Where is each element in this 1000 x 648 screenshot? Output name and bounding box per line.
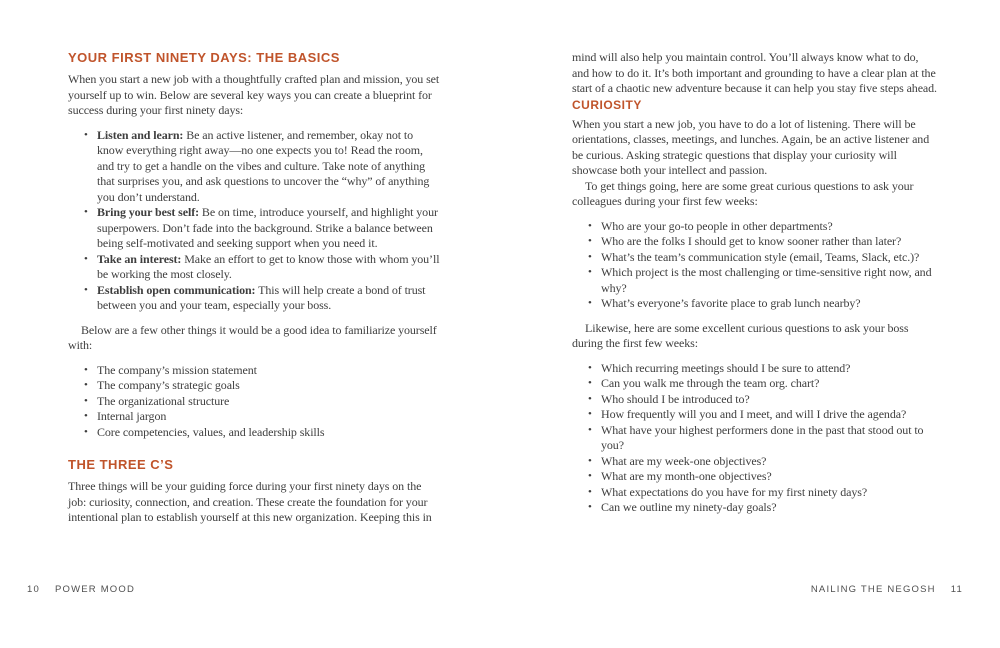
paragraph-colleagues-intro: To get things going, here are some great curious questions to ask your colleagues during your first few weeks: <box>572 178 914 208</box>
list-item <box>84 283 440 314</box>
list-item: • What are my week-one objectives? <box>588 454 938 470</box>
paragraph-continuation: mind will also help you maintain control. You’ll always know what to do, and how to do it. It’s both important and grounding to have a clear plan at the start of a chaotic new adventure because it can help you stay five steps ahead. <box>572 50 937 95</box>
left-page <box>68 50 440 526</box>
bullet-text: This will help create a bond of trust between you and your team, especially your boss. <box>97 282 426 312</box>
list-item: • Can you walk me through the team org. chart? <box>588 376 938 392</box>
section-heading-first-ninety-days: YOUR FIRST NINETY DAYS: THE BASICS <box>68 50 340 65</box>
bullet-text: Be an active listener, and remember, okay not to know everything right away—no one expects you to! Read the room, and try to get a handle on the vibes and culture. Take note of anything that surprises you, and ask questions to uncover the “why” of anything you don’t understand. <box>97 127 430 204</box>
page-number-left: 10 <box>27 584 40 595</box>
list-item <box>84 252 440 283</box>
footer-right <box>811 584 963 595</box>
list-item <box>84 128 440 206</box>
boss-questions-list <box>572 361 938 516</box>
list-item: • Internal jargon <box>84 409 440 425</box>
paragraph-three-cs: Three things will be your guiding force during your first ninety days on the job: curiosity, connection, and creation. These create the foundation for your intentional plan to establish yourself at this new organization. Keeping this in <box>68 479 432 524</box>
list-item: • What have your highest performers done in the past that stood out to you? <box>588 423 938 454</box>
basics-bullet-list <box>68 128 440 314</box>
list-item: • What are my month-one objectives? <box>588 469 938 485</box>
section-heading-three-cs: THE THREE C’S <box>68 457 174 472</box>
list-item: • Who are your go-to people in other departments? <box>588 219 938 235</box>
colleague-questions-list <box>572 219 938 312</box>
list-item: • Can we outline my ninety-day goals? <box>588 500 938 516</box>
list-item: • Which project is the most challenging or time-sensitive right now, and why? <box>588 265 938 296</box>
bullet-text: Make an effort to get to know those with whom you’ll be working the most closely. <box>97 251 440 281</box>
bullet-label: Bring your best self: <box>97 205 200 219</box>
list-item: • How frequently will you and I meet, and will I drive the agenda? <box>588 407 938 423</box>
running-head-right: NAILING THE NEGOSH <box>810 584 936 595</box>
bullet-text: Be on time, introduce yourself, and highlight your superpowers. Don’t fade into the background. Strike a balance between being self-motivated and seeking support when you need it. <box>97 205 438 250</box>
section-heading-curiosity: CURIOSITY <box>572 97 642 112</box>
list-item <box>84 205 440 252</box>
running-head-left: POWER MOOD <box>54 584 136 595</box>
right-page <box>572 50 938 516</box>
paragraph-curiosity: When you start a new job, you have to do a lot of listening. There will be orientations, classes, meetings, and lunches. Again, be an active listener and be curious. Asking strategic questions that display your curiosity will showcase both your intellect and passion. <box>572 116 930 177</box>
bullet-label: Take an interest: <box>97 251 182 266</box>
familiarize-bullet-list <box>68 363 440 441</box>
bullet-label: Establish open communication: <box>97 282 256 297</box>
bullet-label: Listen and learn: <box>97 127 184 142</box>
paragraph-familiarize-intro: Below are a few other things it would be a good idea to familiarize yourself with: <box>68 322 437 352</box>
list-item: • The company’s strategic goals <box>84 378 440 394</box>
page-number-right: 11 <box>950 584 963 595</box>
list-item: • Which recurring meetings should I be sure to attend? <box>588 361 938 377</box>
paragraph-intro: When you start a new job with a thoughtfully crafted plan and mission, you set yourself up to win. Below are several key ways you can create a blueprint for success during your first ninety days: <box>68 72 440 117</box>
list-item: • The company’s mission statement <box>84 363 440 379</box>
paragraph-boss-intro: Likewise, here are some excellent curious questions to ask your boss during the first few weeks: <box>572 320 909 350</box>
list-item: • Who are the folks I should get to know sooner rather than later? <box>588 234 938 250</box>
list-item: • What expectations do you have for my first ninety days? <box>588 485 938 501</box>
list-item: • Core competencies, values, and leadership skills <box>84 425 440 441</box>
list-item: • What’s the team’s communication style (email, Teams, Slack, etc.)? <box>588 250 938 266</box>
list-item: • The organizational structure <box>84 394 440 410</box>
list-item: • What’s everyone’s favorite place to grab lunch nearby? <box>588 296 938 312</box>
list-item: • Who should I be introduced to? <box>588 392 938 408</box>
footer-left <box>27 584 135 595</box>
